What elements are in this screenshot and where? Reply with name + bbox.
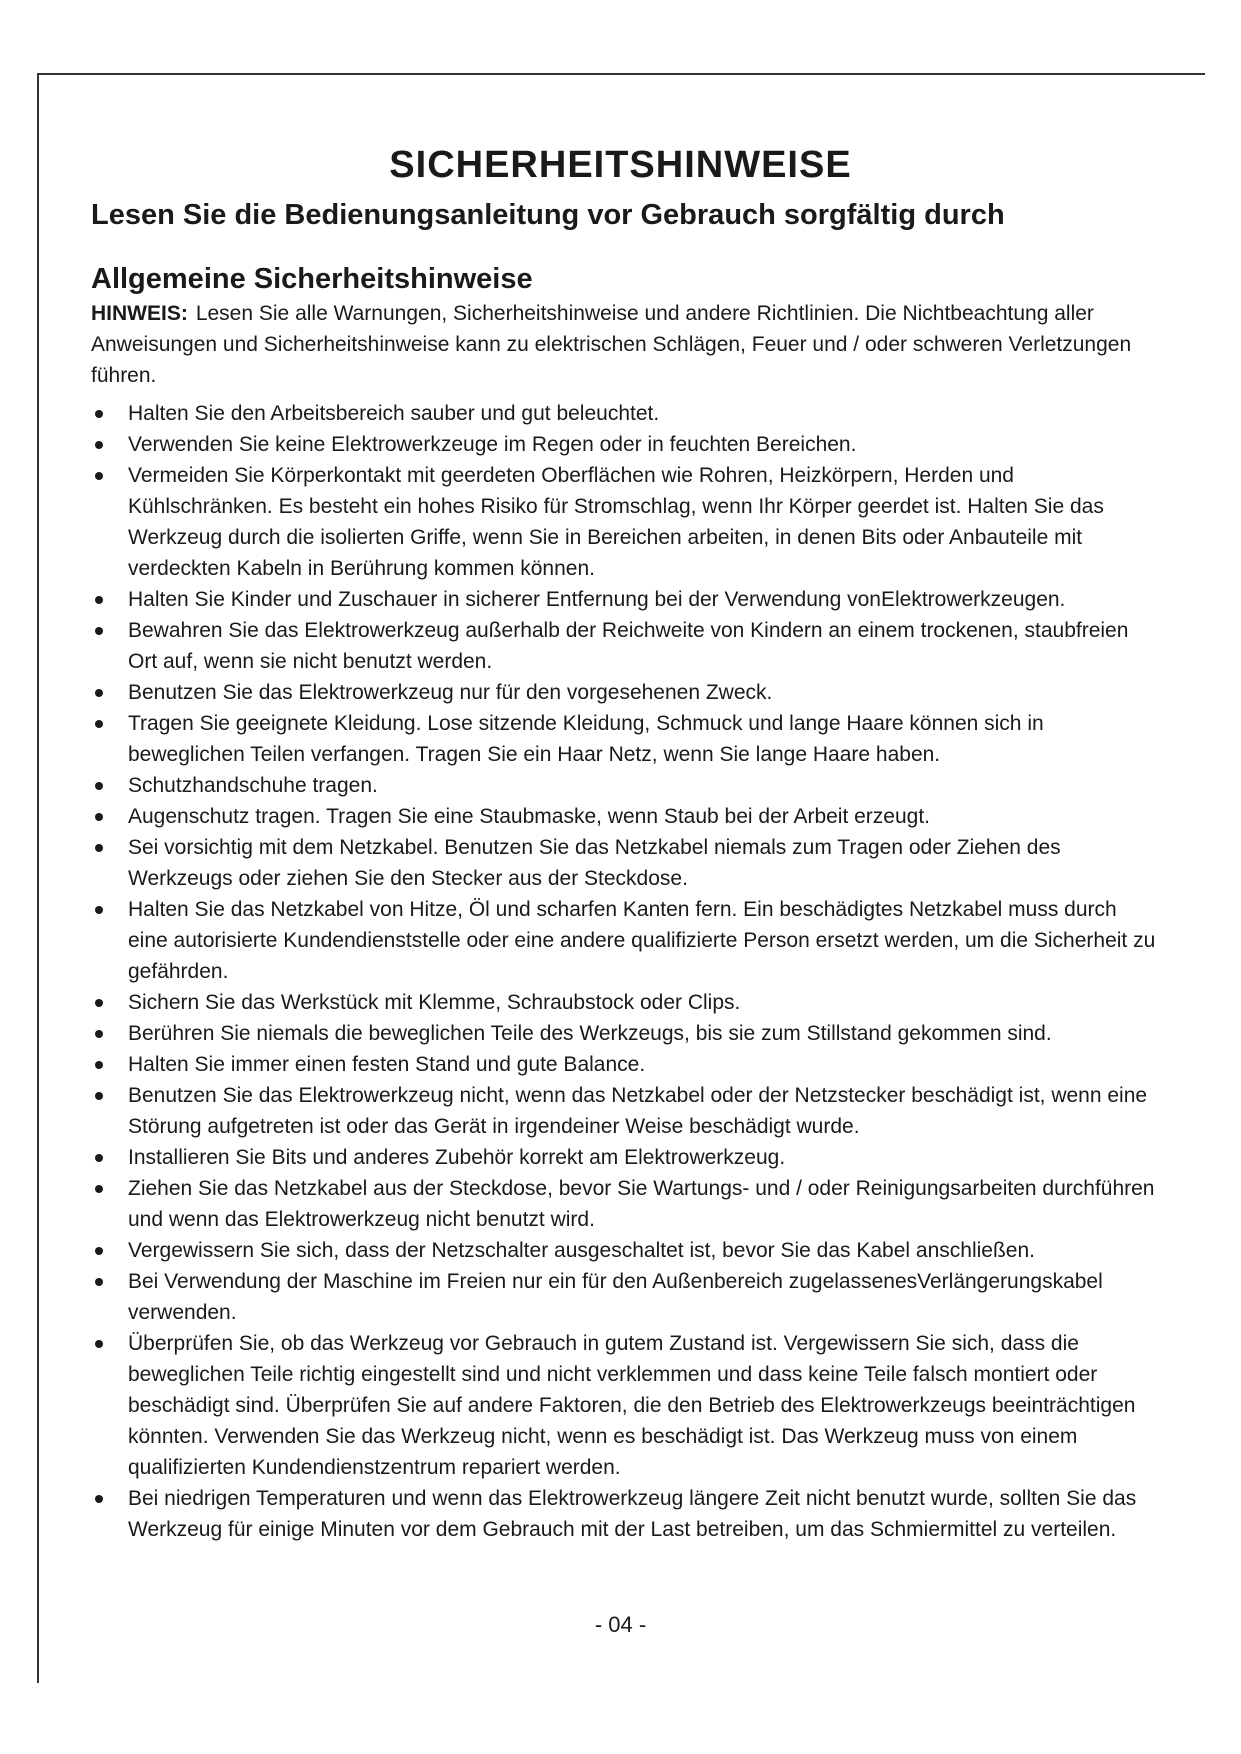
list-item: [91, 987, 1161, 1018]
page-title: SICHERHEITSHINWEISE: [389, 144, 852, 186]
list-item-text: Halten Sie immer einen festen Stand und gute Balance.: [128, 1053, 646, 1076]
list-item-text: Ziehen Sie das Netzkabel aus der Steckdose, bevor Sie Wartungs- und / oder Reinigungsarbeiten durchführen und wenn das Elektrowerkzeug nicht benutzt wird.: [128, 1177, 1155, 1231]
list-item-text: Sei vorsichtig mit dem Netzkabel. Benutzen Sie das Netzkabel niemals zum Tragen oder Ziehen des Werkzeugs oder ziehen Sie den Stecker aus der Steckdose.: [128, 836, 1061, 890]
bullet-icon: [95, 999, 103, 1007]
bullet-icon: [95, 441, 103, 449]
list-item: [91, 1328, 1161, 1483]
list-item-text: Halten Sie den Arbeitsbereich sauber und gut beleuchtet.: [128, 402, 660, 425]
page-number: - 04 -: [594, 1612, 647, 1637]
page-subtitle: Lesen Sie die Bedienungsanleitung vor Gebrauch sorgfältig durch: [91, 199, 1005, 231]
list-item-text: Verwenden Sie keine Elektrowerkzeuge im Regen oder in feuchten Bereichen.: [128, 433, 857, 456]
list-item: [91, 832, 1161, 894]
bullet-icon: [95, 1247, 103, 1255]
list-item: [91, 1235, 1161, 1266]
bullet-icon: [95, 1092, 103, 1100]
list-item: [91, 584, 1161, 615]
list-item-text: Installieren Sie Bits und anderes Zubehör korrekt am Elektrowerkzeug.: [128, 1146, 786, 1169]
list-item: [91, 398, 1161, 429]
list-item: [91, 708, 1161, 770]
page-frame-left-border: [37, 73, 39, 1683]
list-item: [91, 1142, 1161, 1173]
list-item-text: Halten Sie das Netzkabel von Hitze, Öl und scharfen Kanten fern. Ein beschädigtes Netzkabel muss durch eine autorisierte Kundendienststelle oder eine andere qualifizierte Person ersetzt werden, um die Sicherheit zu gefährden.: [128, 898, 1156, 983]
bullet-icon: [95, 844, 103, 852]
page-frame-top-border: [37, 73, 1205, 75]
bullet-icon: [95, 1185, 103, 1193]
list-item: [91, 1049, 1161, 1080]
list-item: [91, 1173, 1161, 1235]
list-item-text: Augenschutz tragen. Tragen Sie eine Staubmaske, wenn Staub bei der Arbeit erzeugt.: [128, 805, 931, 828]
bullet-icon: [95, 1278, 103, 1286]
note-paragraph: [91, 298, 1157, 391]
list-item-text: Vergewissern Sie sich, dass der Netzschalter ausgeschaltet ist, bevor Sie das Kabel anschließen.: [128, 1239, 1035, 1262]
list-item-text: Vermeiden Sie Körperkontakt mit geerdeten Oberflächen wie Rohren, Heizkörpern, Herden und Kühlschränken. Es besteht ein hohes Risiko für Stromschlag, wenn Ihr Körper geerdet ist. Halten Sie das Werkzeug durch die isolierten Griffe, wenn Sie in Bereichen arbeiten, in denen Bits oder Anbauteile mit verdeckten Kabeln in Berührung kommen können.: [128, 464, 1104, 580]
list-item-text: Bei niedrigen Temperaturen und wenn das Elektrowerkzeug längere Zeit nicht benutzt wurde, sollten Sie das Werkzeug für einige Minuten vor dem Gebrauch mit der Last betreiben, um das Schmiermittel zu verteilen.: [128, 1487, 1137, 1541]
bullet-icon: [95, 720, 103, 728]
list-item-text: Halten Sie Kinder und Zuschauer in sicherer Entfernung bei der Verwendung vonElektrowerkzeugen.: [128, 588, 1066, 611]
list-item-text: Benutzen Sie das Elektrowerkzeug nicht, wenn das Netzkabel oder der Netzstecker beschädigt ist, wenn eine Störung aufgetreten ist oder das Gerät in irgendeiner Weise beschädigt wurde.: [128, 1084, 1148, 1138]
bullet-icon: [95, 1340, 103, 1348]
list-item: [91, 894, 1161, 987]
list-item: [91, 460, 1161, 584]
bullet-icon: [95, 596, 103, 604]
list-item-text: Berühren Sie niemals die beweglichen Teile des Werkzeugs, bis sie zum Stillstand gekommen sind.: [128, 1022, 1052, 1045]
note-label: HINWEIS:: [91, 302, 188, 325]
list-item: [91, 1266, 1161, 1328]
list-item-text: Überprüfen Sie, ob das Werkzeug vor Gebrauch in gutem Zustand ist. Vergewissern Sie sich, dass die beweglichen Teile richtig eingestellt sind und nicht verklemmen und dass keine Teile falsch montiert oder beschädigt sind. Überprüfen Sie auf andere Faktoren, die den Betrieb des Elektrowerkzeugs beeinträchtigen könnten. Verwenden Sie das Werkzeug nicht, wenn es beschädigt ist. Das Werkzeug muss von einem qualifizierten Kundendienstzentrum repariert werden.: [128, 1332, 1136, 1479]
list-item-text: Benutzen Sie das Elektrowerkzeug nur für den vorgesehenen Zweck.: [128, 681, 773, 704]
list-item: [91, 677, 1161, 708]
list-item-text: Tragen Sie geeignete Kleidung. Lose sitzende Kleidung, Schmuck und lange Haare können sich in beweglichen Teilen verfangen. Tragen Sie ein Haar Netz, wenn Sie lange Haare haben.: [128, 712, 1044, 766]
bullet-icon: [95, 906, 103, 914]
bullet-icon: [95, 627, 103, 635]
list-item: [91, 1483, 1161, 1545]
bullet-icon: [95, 782, 103, 790]
list-item-text: Schutzhandschuhe tragen.: [128, 774, 378, 797]
bullet-icon: [95, 472, 103, 480]
bullet-icon: [95, 813, 103, 821]
section-heading: Allgemeine Sicherheitshinweise: [91, 263, 533, 295]
bullet-icon: [95, 1030, 103, 1038]
list-item: [91, 770, 1161, 801]
safety-instructions-list: [91, 398, 1161, 1545]
list-item-text: Sichern Sie das Werkstück mit Klemme, Schraubstock oder Clips.: [128, 991, 741, 1014]
bullet-icon: [95, 410, 103, 418]
list-item: [91, 615, 1161, 677]
list-item: [91, 801, 1161, 832]
bullet-icon: [95, 689, 103, 697]
bullet-icon: [95, 1154, 103, 1162]
bullet-icon: [95, 1061, 103, 1069]
list-item-text: Bei Verwendung der Maschine im Freien nur ein für den Außenbereich zugelassenesVerlängerungskabel verwenden.: [128, 1270, 1103, 1324]
list-item: [91, 1080, 1161, 1142]
bullet-icon: [95, 1495, 103, 1503]
list-item: [91, 429, 1161, 460]
list-item: [91, 1018, 1161, 1049]
note-text: Lesen Sie alle Warnungen, Sicherheitshinweise und andere Richtlinien. Die Nichtbeachtung aller Anweisungen und Sicherheitshinweise kann zu elektrischen Schlägen, Feuer und / oder schweren Verletzungen führen.: [91, 302, 1132, 387]
list-item-text: Bewahren Sie das Elektrowerkzeug außerhalb der Reichweite von Kindern an einem trockenen, staubfreien Ort auf, wenn sie nicht benutzt werden.: [128, 619, 1129, 673]
